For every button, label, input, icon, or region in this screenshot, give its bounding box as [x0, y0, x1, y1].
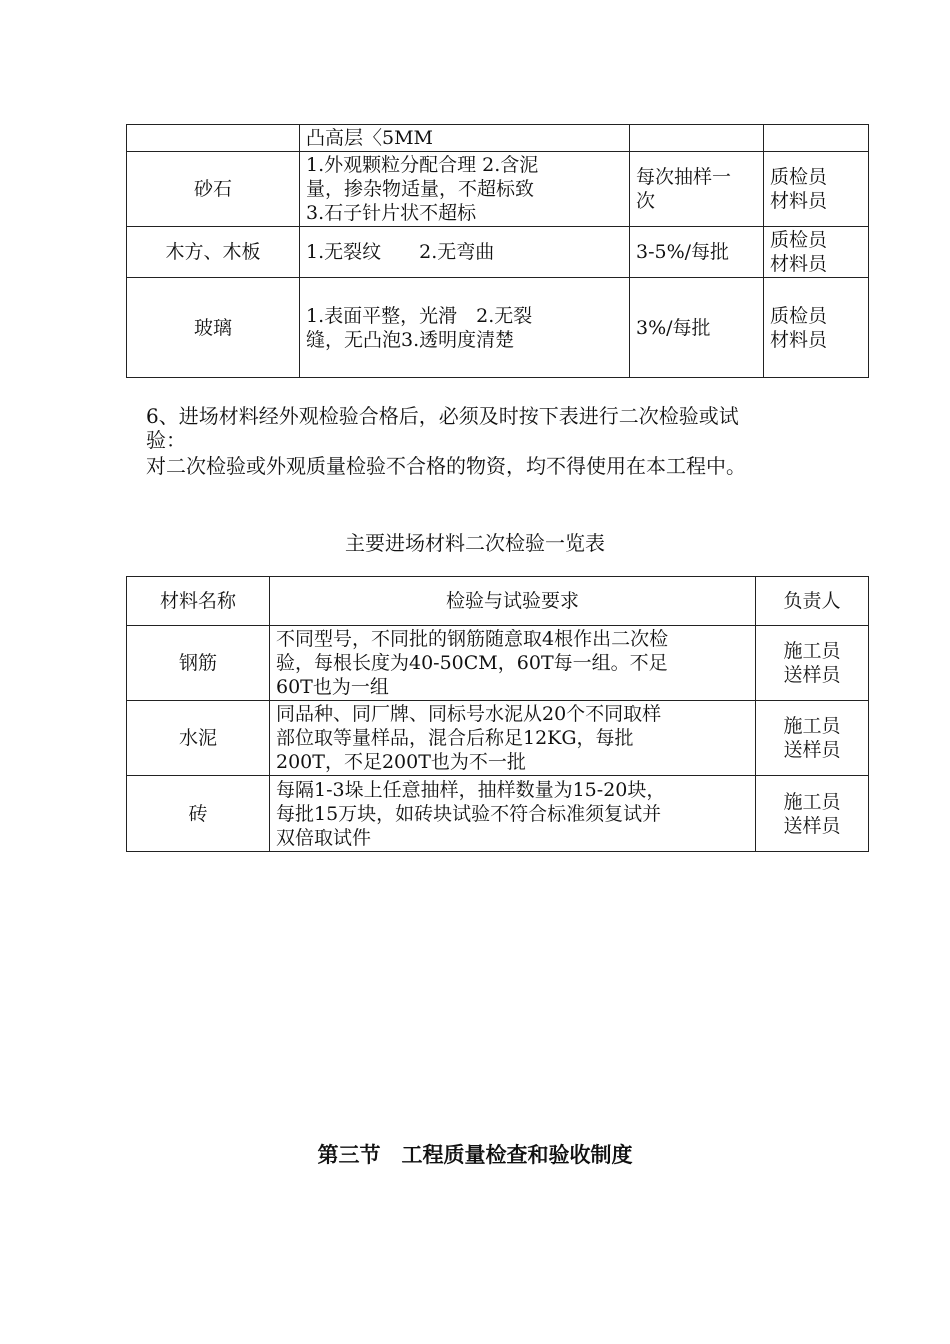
- responsible-cell: 质检员 材料员: [764, 227, 869, 278]
- requirement-cell: 1.外观颗粒分配合理 2.含泥 量，掺杂物适量，不超标致 3.石子针片状不超标: [300, 152, 630, 227]
- requirement-cell: 不同型号，不同批的钢筋随意取4根作出二次检 验，每根长度为40-50CM，60T每一组。不足 60T也为一组: [270, 626, 756, 701]
- requirement-cell: 同品种、同厂牌、同标号水泥从20个不同取样 部位取等量样品，混合后称足12KG，每批 200T，不足200T也为不一批: [270, 701, 756, 776]
- material-cell: 砖: [127, 776, 270, 852]
- responsible-cell: 施工员 送样员: [756, 701, 869, 776]
- material-cell: 水泥: [127, 701, 270, 776]
- responsible-cell: 施工员 送样员: [756, 776, 869, 852]
- inspection-table-2: [126, 576, 869, 852]
- section-title: 第三节 工程质量检查和验收制度: [317, 1142, 633, 1167]
- frequency-cell: 3-5%/每批: [630, 227, 764, 278]
- requirement-cell: 1.无裂纹 2.无弯曲: [300, 227, 630, 278]
- frequency-cell: 每次抽样一 次: [630, 152, 764, 227]
- material-cell: 砂石: [127, 152, 300, 227]
- responsible-cell: 施工员 送样员: [756, 626, 869, 701]
- table-row: [127, 125, 869, 152]
- table-caption: 主要进场材料二次检验一览表: [345, 531, 605, 555]
- material-cell: 玻璃: [127, 278, 300, 378]
- responsible-cell: [764, 125, 869, 152]
- table-row: [127, 227, 869, 278]
- frequency-cell: [630, 125, 764, 152]
- table-row: [127, 701, 869, 776]
- requirement-cell: 1.表面平整，光滑 2.无裂 缝，无凸泡3.透明度清楚: [300, 278, 630, 378]
- table-header-row: [127, 577, 869, 626]
- responsible-cell: 质检员 材料员: [764, 278, 869, 378]
- table-row: [127, 776, 869, 852]
- paragraph-line-1: 6、进场材料经外观检验合格后，必须及时按下表进行二次检验或试: [146, 404, 739, 428]
- header-responsible: 负责人: [756, 577, 869, 626]
- material-cell: 木方、木板: [127, 227, 300, 278]
- table-row: [127, 626, 869, 701]
- paragraph-line-2: 验：: [146, 428, 186, 452]
- requirement-cell: 每隔1-3垛上任意抽样，抽样数量为15-20块， 每批15万块，如砖块试验不符合标准须复试并 双倍取试件: [270, 776, 756, 852]
- table-row: [127, 152, 869, 227]
- requirement-cell: 凸高层〈5MM: [300, 125, 630, 152]
- material-cell: 钢筋: [127, 626, 270, 701]
- table-row: [127, 278, 869, 378]
- inspection-table-1: [126, 124, 869, 378]
- header-material: 材料名称: [127, 577, 270, 626]
- header-requirement: 检验与试验要求: [270, 577, 756, 626]
- frequency-cell: 3%/每批: [630, 278, 764, 378]
- responsible-cell: 质检员 材料员: [764, 152, 869, 227]
- paragraph-line-3: 对二次检验或外观质量检验不合格的物资，均不得使用在本工程中。: [146, 454, 746, 478]
- material-cell: [127, 125, 300, 152]
